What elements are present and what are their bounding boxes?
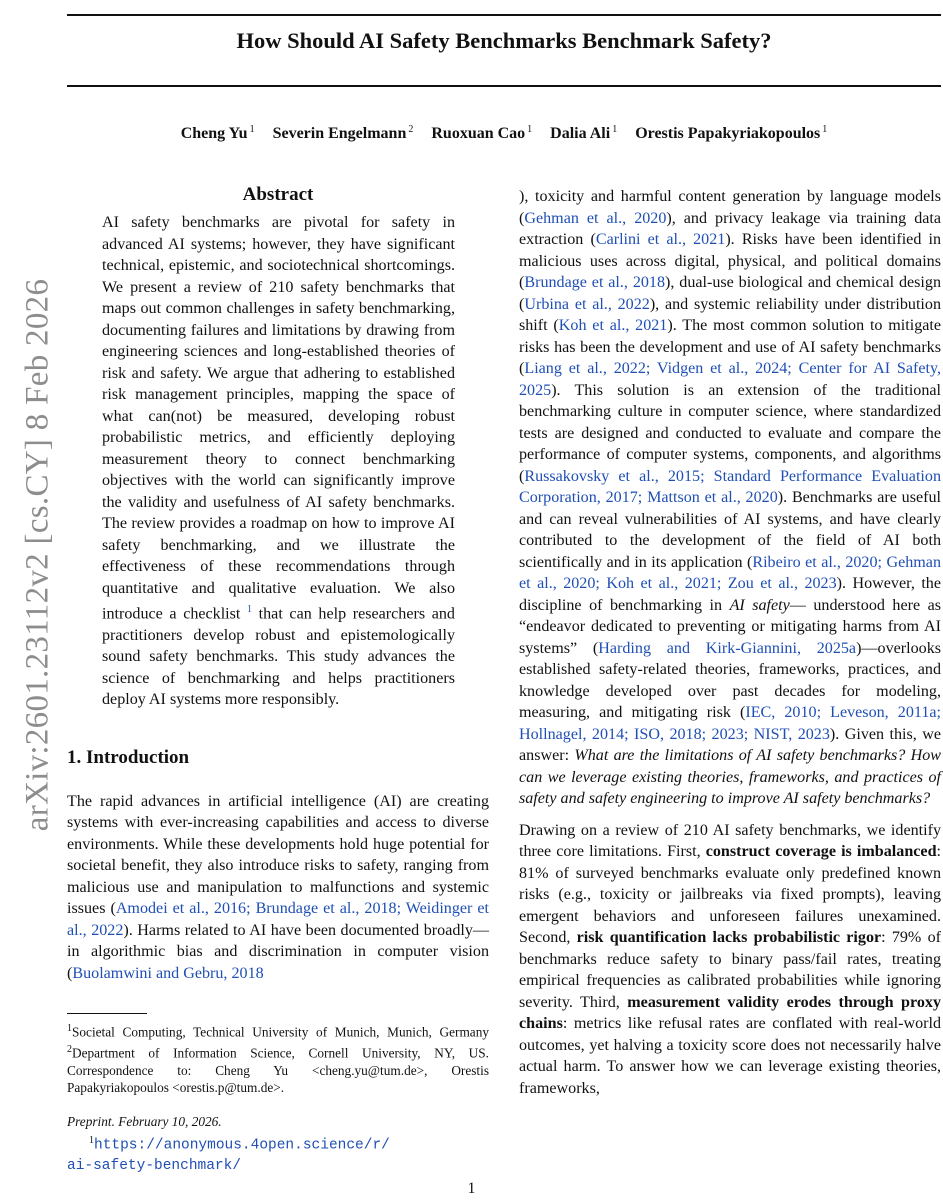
author-affiliation-mark: 1	[249, 124, 255, 135]
body-text: Drawing on a review of 210 AI safety benchmarks, we identify three core limitations. First,	[519, 821, 941, 860]
body-text: ), and systemic reliability under distribution shift (	[519, 295, 941, 334]
author-name: Dalia Ali	[550, 125, 611, 143]
bold-finding: measurement validity erodes through proxy chains	[519, 993, 941, 1032]
left-column	[67, 182, 489, 984]
footnote-mark: 2	[67, 1043, 72, 1055]
abstract-text: AI safety benchmarks are pivotal for safety in advanced AI systems; however, they have significant technical, epistemic, and sociotechnical shortcomings. We present a review of 210 safety benchmarks that maps out common challenges in safety benchmarking, documenting failures and limitations by drawing from engineering sciences and long-established theories of risk and safety. We argue that adhering to established risk management principles, mapping the space of what can(not) be measured, developing robust probabilistic metrics, and efficiently deploying measurement theory to connect benchmarking objectives with the world can significantly improve the validity and usefulness of AI safety benchmarks. The review provides a roadmap on how to improve AI safety benchmarking, and we illustrate the effectiveness of these recommendations through quantitative and qualitative evaluation. We also introduce a checklist	[102, 214, 455, 623]
body-text: ), and privacy leakage via training data extraction (	[519, 209, 941, 248]
author	[635, 125, 827, 142]
body-text: ), dual-use biological and chemical design (	[519, 274, 941, 313]
url-footnote	[89, 1132, 489, 1155]
author-affiliation-mark: 1	[612, 124, 618, 135]
footnote-mark: 1	[67, 1023, 72, 1034]
title-top-rule	[67, 14, 941, 16]
body-text: : metrics like refusal rates are conflated with real-world outcomes, yet halving a toxicity score does not necessarily halve actual harm. To answer how we can leverage existing theories, frameworks,	[519, 1015, 941, 1097]
body-text: ). However, the discipline of benchmarking in	[519, 575, 941, 614]
citation-link[interactable]: Brundage et al., 2018	[524, 274, 666, 291]
footnote-link[interactable]: 1	[247, 604, 253, 615]
body-text: ). This solution is an extension of the traditional benchmarking culture in computer science, where standardized tests are designed and conducted to evaluate and compare the performance of computer systems, components, and algorithms (	[519, 381, 941, 485]
footnote-mark: 1	[89, 1135, 94, 1147]
footnotes	[67, 1013, 489, 1176]
author-name: Ruoxuan Cao	[431, 125, 526, 143]
repository-link[interactable]: https://anonymous.4open.science/r/	[94, 1137, 390, 1154]
intro-paragraph-2	[519, 820, 941, 1100]
author	[550, 125, 617, 142]
affiliation-text: Societal Computing, Technical University of Munich, Munich, Germany	[72, 1024, 489, 1040]
citation-link[interactable]: IEC, 2010; Leveson, 2011a; Hollnagel, 2014; ISO, 2018; 2023; NIST, 2023	[519, 704, 941, 743]
intro-paragraph-1	[67, 791, 489, 985]
abstract-body	[102, 212, 455, 711]
right-column	[519, 186, 941, 1099]
author	[181, 125, 255, 142]
author-affiliation-mark: 1	[822, 124, 828, 135]
abstract-heading: Abstract	[242, 184, 314, 205]
paper-title: How Should AI Safety Benchmarks Benchmark Safety?	[236, 28, 772, 53]
citation-link[interactable]: Harding and Kirk-Giannini, 2025a	[598, 639, 857, 657]
author	[273, 125, 414, 142]
page-number: 1	[467, 1180, 476, 1197]
body-text: ). Given this, we answer:	[519, 725, 942, 764]
body-text: ). Risks have been identified in malicious uses across digital, physical, and political domains (	[519, 231, 941, 291]
citation-link[interactable]: Liang et al., 2022; Vidgen et al., 2024; Center for AI Safety, 2025	[519, 360, 941, 399]
emphasis-text: AI safety	[729, 596, 790, 614]
citation-link[interactable]: Ribeiro et al., 2020; Gehman et al., 2020; Koh et al., 2021; Zou et al., 2023	[519, 553, 941, 592]
citation-link[interactable]: Urbina et al., 2022	[524, 295, 650, 313]
bold-finding: construct coverage is imbalanced	[705, 843, 937, 860]
citation-link[interactable]: Buolamwini and Gebru, 2018	[72, 964, 264, 982]
body-text: — understood here as “endeavor dedicated to preventing or mitigating harms from AI systems” (	[519, 596, 942, 657]
author-affiliation-mark: 2	[408, 124, 414, 135]
body-text: )—overlooks established safety-related theories, frameworks, practices, and knowledge developed over past decades for modeling, measuring, and mitigating risk (	[519, 639, 942, 721]
section-heading-introduction: 1. Introduction	[67, 746, 190, 768]
title-bottom-rule	[67, 85, 941, 87]
body-text: : 79% of benchmarks reduce safety to binary pass/fail rates, treating empirical frequencies as calibrated probabilities while ignoring severity. Third,	[519, 929, 941, 1011]
citation-link[interactable]: Koh et al., 2021	[558, 317, 668, 334]
body-text: ). Harms related to AI have been documented broadly—in algorithmic bias and discrimination in computer vision (	[67, 921, 489, 982]
research-question: What are the limitations of AI safety benchmarks? How can we leverage existing theories, frameworks, and practices of safety and safety engineering to improve AI safety benchmarks?	[519, 747, 942, 807]
citation-link[interactable]: Gehman et al., 2020	[524, 209, 667, 227]
body-text: The rapid advances in artificial intelligence (AI) are creating systems with ever-increasing capabilities and access to diverse environments. While these developments hold huge potential for societal benefit, they also introduce risks to safety, ranging from malicious use and manipulation to malfunctions and systemic issues (	[67, 792, 489, 918]
footnote-rule	[67, 1013, 147, 1014]
abstract-text: that can help researchers and practitioners develop robust and epistemologically sound safety benchmarks. This study advances the science of benchmarking and helps practitioners deploy AI systems more responsibly.	[102, 605, 455, 709]
affiliation-text: Department of Information Science, Cornell University, NY, US. Correspondence to: Cheng Yu <cheng.yu@tum.de>, Orestis Papakyriakopoulos <orestis.p@tum.de>.	[67, 1045, 489, 1096]
url-footnote-continued	[67, 1156, 489, 1176]
body-text: ). Benchmarks are useful and can reveal vulnerabilities of AI systems, and have clearly contributed to the development of the field of AI both scientifically and in its application (	[519, 489, 941, 571]
body-text: ). The most common solution to mitigate risks has been the development and use of AI safety benchmarks (	[519, 317, 942, 377]
citation-link[interactable]: Russakovsky et al., 2015; Standard Performance Evaluation Corporation, 2017; Mattson et al., 2020	[519, 467, 941, 506]
body-text: ), toxicity and harmful content generation by language models (	[519, 188, 941, 227]
author-name: Severin Engelmann	[272, 125, 407, 143]
arxiv-identifier-watermark: arXiv:2601.23112v2 [cs.CY] 8 Feb 2026	[19, 278, 56, 832]
repository-link[interactable]: ai-safety-benchmark/	[67, 1157, 242, 1174]
author	[431, 125, 532, 142]
author-list	[67, 124, 941, 143]
body-text: : 81% of surveyed benchmarks evaluate only predefined known risks (e.g., toxicity or jailbreaks via fixed prompts), leaving emergent behaviors and unforeseen failures unexamined. Second,	[519, 843, 941, 946]
author-name: Cheng Yu	[180, 125, 248, 143]
bold-finding: risk quantification lacks probabilistic rigor	[576, 929, 882, 946]
preprint-note: Preprint. February 10, 2026.	[67, 1113, 222, 1129]
citation-link[interactable]: Amodei et al., 2016; Brundage et al., 2018; Weidinger et al., 2022	[67, 900, 489, 939]
intro-paragraph-1-continued	[519, 186, 941, 810]
affiliation-footnote	[67, 1020, 489, 1097]
author-name: Orestis Papakyriakopoulos	[635, 125, 821, 143]
author-affiliation-mark: 1	[527, 124, 533, 135]
citation-link[interactable]: Carlini et al., 2021	[595, 231, 726, 248]
